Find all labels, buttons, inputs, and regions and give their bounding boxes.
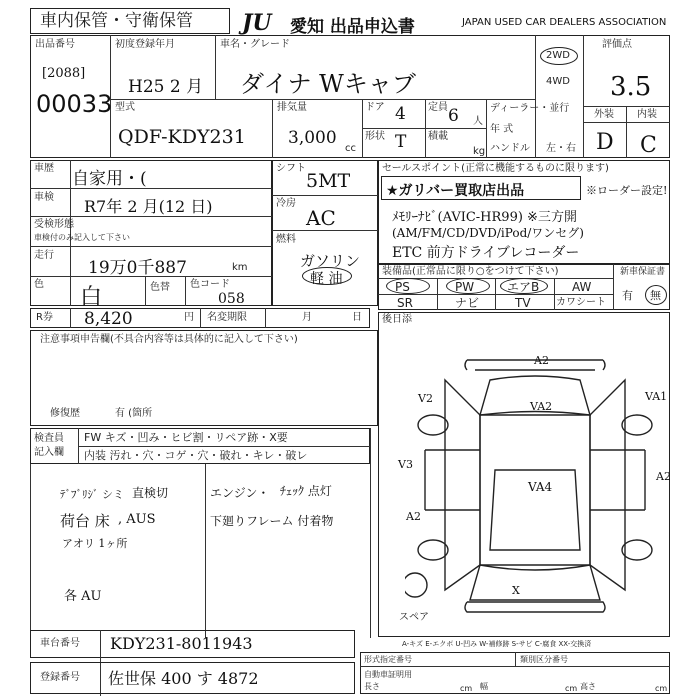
dmg-x: X (512, 584, 520, 597)
spare-label: スペア (399, 612, 429, 623)
drive-2wd: 2WD (546, 50, 570, 61)
repair-label: 修復歴 (50, 408, 80, 419)
equip-pw: PW (455, 280, 475, 294)
int-label: 内装 (637, 109, 657, 120)
size-label: 自動車証明用 (364, 670, 412, 679)
equip-airbag-circle (500, 278, 548, 294)
dealer-label: ディーラー・並行 (490, 103, 570, 114)
equip-seat: カワシート (556, 297, 606, 308)
repair-value: 有 (箇所 (115, 408, 153, 419)
height-label: 高さ (580, 682, 596, 691)
type-value: QDF-KDY231 (118, 126, 246, 148)
equip-sr: SR (397, 296, 413, 310)
equip-ps: PS (395, 280, 410, 294)
mileage-value: 19万0千887 (88, 258, 187, 278)
fw-row: FW キズ・凹み・ヒビ割・リペア跡・X要 (84, 431, 288, 444)
int-value: C (640, 133, 657, 158)
color-label: 色 (34, 279, 44, 290)
name-change-day: 日 (352, 312, 362, 323)
cc-unit: cc (345, 143, 356, 154)
shift-value: 5MT (306, 170, 351, 192)
dmg-va2: VA2 (530, 400, 553, 413)
lot-label: 出品番号 (35, 39, 75, 50)
shape-label: 形状 (365, 131, 385, 142)
guarantee-no: 無 (650, 289, 661, 302)
guarantee-label: 新車保証書 (620, 267, 666, 277)
name-change-month: 月 (302, 312, 312, 323)
dmg-a2-top: A2 (534, 354, 549, 367)
color-code-label: 色コード (190, 279, 230, 290)
after-label: 後日添 (382, 314, 412, 325)
mileage-label: 走行 (34, 250, 54, 261)
model-label: 車名・グレード (220, 39, 290, 50)
remark-1a: ﾃﾞﾌﾞﾘｼﾞ シミ (60, 488, 124, 501)
dmg-v3: V3 (398, 458, 413, 471)
ju-logo: JU (242, 10, 272, 36)
equip-ps-circle (386, 278, 430, 294)
year-label: 年 式 (490, 124, 514, 135)
page-title: 愛知 出品申込書 (290, 17, 415, 37)
first-reg-value: H25 2 月 (128, 77, 204, 97)
dmg-a2-right: A2 (656, 470, 671, 483)
remark-1b: 直検切 (132, 486, 169, 500)
ac-value: AC (306, 206, 336, 230)
guarantee-yes: 有 (622, 289, 633, 302)
load-label: 積載 (428, 131, 448, 142)
load-unit: kg (473, 146, 486, 157)
height-unit: cm (655, 684, 668, 693)
equip-tv: TV (515, 296, 531, 310)
remark-4: 各 AU (64, 589, 102, 604)
type-label: 型式 (115, 102, 135, 113)
reg-label: 登録番号 (40, 672, 80, 683)
fuel-value-2: 軽 油 (310, 271, 343, 287)
remark-2b: , AUS (118, 512, 156, 527)
drive-4wd: 4WD (546, 76, 570, 87)
lot-number: 00033 (36, 90, 113, 118)
chassis-value: KDY231-8011943 (110, 634, 253, 653)
remark-2c: 下廻りフレーム 付着物 (210, 514, 334, 528)
length-unit: cm (460, 684, 473, 693)
storage-label: 車内保管・守衛保管 (40, 11, 193, 31)
remark-3a: アオリ 1ヶ所 (62, 537, 128, 550)
door-value: 4 (395, 104, 406, 124)
inspection-value: R7年 2 月(12 日) (84, 197, 213, 216)
shift-label: シフト (276, 163, 306, 174)
score-label: 評価点 (602, 39, 632, 50)
chassis-label: 車台番号 (40, 638, 80, 649)
capacity-unit: 人 (473, 116, 483, 127)
door-label: ドア (365, 102, 385, 113)
dmg-va4: VA4 (528, 480, 553, 494)
recycle-value: 8,420 (84, 309, 133, 329)
sales-line-1: ﾒﾓﾘｰﾅﾋﾞ(AVIC-HR99) ※三方開 (392, 210, 577, 225)
interior-row: 内装 汚れ・穴・コゲ・穴・破れ・キレ・破レ (84, 449, 308, 462)
remark-1d: ﾁｪｯｸ 点灯 (280, 484, 332, 498)
sales-line-2: (AM/FM/CD/DVD/iPod/ワンセグ) (392, 226, 584, 240)
handle-label: ハンドル (490, 143, 530, 154)
entry-label: 記入欄 (34, 447, 64, 458)
reg-value: 佐世保 400 す 4872 (108, 669, 259, 688)
ext-label: 外装 (594, 109, 614, 120)
equip-pw-circle (446, 278, 490, 294)
recycle-unit: 円 (184, 312, 194, 323)
cc-label: 排気量 (277, 102, 307, 113)
color-no-label: 色替 (150, 282, 170, 293)
inspection-label: 車検 (34, 192, 54, 203)
dmg-a2-left: A2 (406, 510, 421, 523)
fuel-label: 燃料 (276, 234, 296, 245)
equip-aw: AW (572, 280, 592, 294)
notes-label: 注意事項申告欄(不具合内容等は具体的に記入して下さい) (40, 334, 298, 345)
lot-small: [2088] (42, 66, 86, 81)
sales-banner: ★ガリバー買取店出品 (386, 183, 525, 199)
ac-label: 冷房 (276, 198, 296, 209)
capacity-value: 6 (448, 106, 459, 126)
mileage-unit: km (232, 262, 248, 273)
cc-value: 3,000 (288, 128, 337, 148)
equip-label: 装備品(正常品に限り○をつけて下さい) (382, 266, 559, 277)
width-unit: cm (565, 684, 578, 693)
spare-tire-icon (405, 573, 427, 597)
dmg-v2: V2 (418, 392, 433, 405)
name-change-label: 名変期限 (207, 312, 247, 323)
page-subtitle: JAPAN USED CAR DEALERS ASSOCIATION (462, 17, 667, 28)
handle-opts: 左・右 (546, 143, 576, 154)
class-label: 類別区分番号 (520, 655, 568, 664)
damage-legend: A-キズ E-エクボ U-凹み W-補修跡 S-サビ C-腐食 XX-交換済 (402, 640, 592, 648)
capacity-label: 定員 (428, 102, 448, 113)
remark-1c: エンジン・ (210, 486, 270, 500)
equip-airbag: エアB (507, 280, 540, 294)
model-value: ダイナ Wキャブ (240, 70, 416, 98)
score-value: 3.5 (610, 72, 652, 102)
first-reg-label: 初度登録年月 (115, 39, 175, 50)
shape-value: T (395, 132, 407, 152)
sales-note: ※ローダー設定! (586, 184, 668, 197)
dmg-va1: VA1 (645, 390, 668, 403)
sales-line-3: ETC 前方ドライブレコーダー (392, 245, 580, 261)
cert-label: 形式指定番号 (364, 655, 412, 664)
width-label: 幅 (480, 682, 488, 691)
ext-value: D (596, 130, 614, 155)
color-code-value: 058 (218, 291, 245, 307)
sales-label: セールスポイント(正常に機能するものに限ります) (382, 163, 609, 174)
fuel-value: ガソリン (300, 252, 361, 270)
remark-2a: 荷台 床 (60, 512, 110, 530)
recycle-label: R券 (36, 312, 53, 323)
history-value: 自家用・( (72, 169, 147, 189)
inspector-label: 検査員 (34, 433, 64, 444)
recv-note: 車検付のみ記入して下さい (34, 233, 130, 242)
length-label: 長さ (364, 682, 380, 691)
equip-navi: ナビ (455, 296, 480, 310)
color-value: 白 (80, 285, 103, 310)
recv-label: 受検形態 (34, 219, 74, 230)
history-label: 車歴 (34, 163, 54, 174)
